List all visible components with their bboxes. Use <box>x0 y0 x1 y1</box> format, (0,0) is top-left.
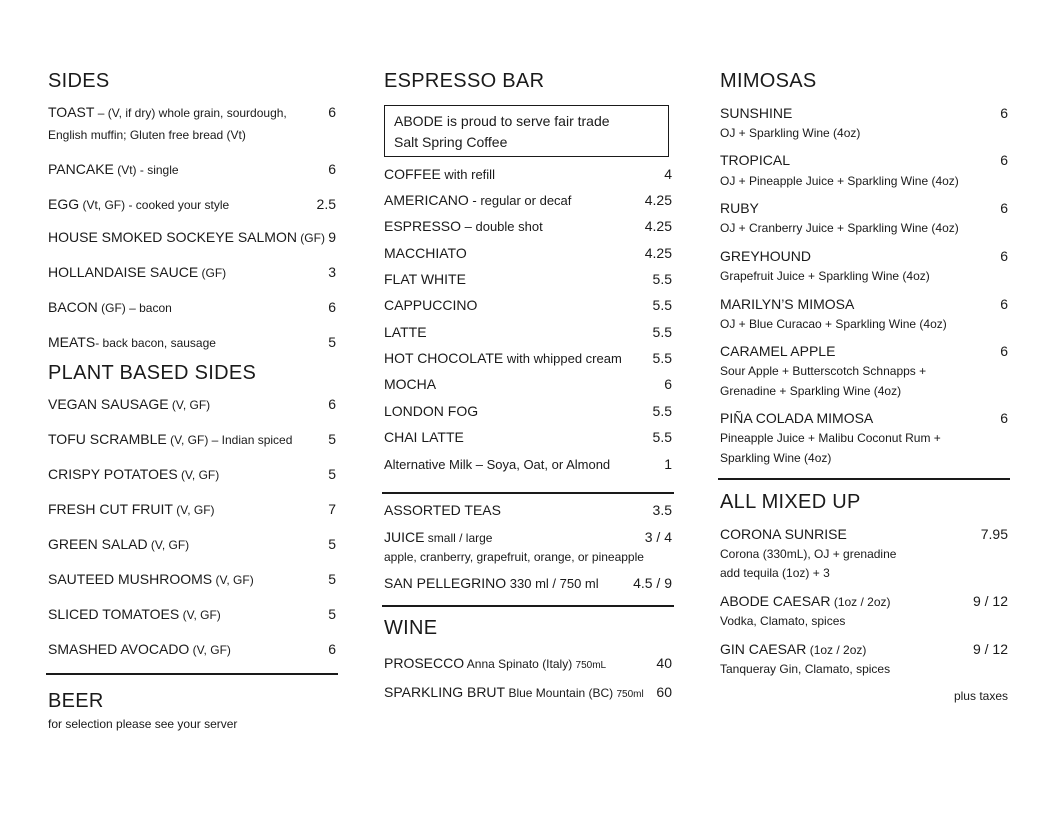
item-detail: (Vt, GF) - cooked your style <box>79 198 230 212</box>
item-name: SPARKLING BRUT <box>384 684 506 700</box>
item-detail: - back bacon, sausage <box>95 336 216 350</box>
item-name: Alternative Milk <box>384 457 473 472</box>
fair-trade-notice <box>384 105 669 157</box>
menu-item <box>384 529 674 547</box>
menu-item <box>48 229 338 247</box>
menu-item <box>384 218 674 236</box>
item-price: 40 <box>656 655 672 671</box>
item-name: TOAST <box>48 104 95 120</box>
item-name: TOFU SCRAMBLE <box>48 431 167 447</box>
mixed-heading: ALL MIXED UP <box>720 491 861 513</box>
item-name: VEGAN SAUSAGE <box>48 396 169 412</box>
item-name: CRISPY POTATOES <box>48 466 178 482</box>
plant-based-heading: PLANT BASED SIDES <box>48 362 257 384</box>
item-price: 9 / 12 <box>972 641 1008 657</box>
menu-item <box>384 271 674 289</box>
item-price: 2.5 <box>316 196 336 212</box>
item-subtext: OJ + Sparkling Wine (4oz) <box>720 126 861 140</box>
item-detail: (GF) <box>296 231 325 245</box>
menu-item <box>48 264 338 282</box>
item-name: MEATS <box>48 334 96 350</box>
item-price: 6 <box>1000 296 1008 312</box>
item-name: CORONA SUNRISE <box>720 526 847 542</box>
item-name: RUBY <box>720 200 759 216</box>
item-name: HOUSE SMOKED SOCKEYE SALMON <box>48 229 297 245</box>
menu-item <box>48 501 338 519</box>
item-detail: (V, GF) <box>177 468 220 482</box>
item-name: EGG <box>48 196 80 212</box>
item-name: PANCAKE <box>48 161 114 177</box>
divider <box>718 478 1010 480</box>
item-name: MARILYN’S MIMOSA <box>720 296 855 312</box>
menu-item <box>48 431 338 449</box>
divider <box>382 492 674 494</box>
item-price: 1 <box>664 456 672 472</box>
item-name: FRESH CUT FRUIT <box>48 501 173 517</box>
item-name: JUICE <box>384 529 425 545</box>
menu-item <box>48 641 338 659</box>
menu-item <box>48 104 338 122</box>
item-price: 5.5 <box>652 297 672 313</box>
menu-item <box>48 161 338 179</box>
menu-item <box>48 396 338 414</box>
item-price: 4.25 <box>644 218 672 234</box>
item-name: FLAT WHITE <box>384 271 466 287</box>
item-price: 3 / 4 <box>644 529 672 545</box>
item-detail: – Soya, Oat, or Almond <box>472 457 611 472</box>
item-price: 5 <box>328 431 336 447</box>
item-detail: (GF) – bacon <box>97 301 172 315</box>
item-detail: (V, GF) <box>147 538 190 552</box>
mimosas-heading: MIMOSAS <box>720 70 817 92</box>
item-price: 5.5 <box>652 429 672 445</box>
item-name: ESPRESSO <box>384 218 462 234</box>
menu-item <box>384 376 674 394</box>
item-detail-line: English muffin; Gluten free bread (Vt) <box>48 128 246 142</box>
item-subtext: Pineapple Juice + Malibu Coconut Rum + <box>720 431 941 445</box>
item-name: MACCHIATO <box>384 245 467 261</box>
item-detail: (Vt) - single <box>113 163 179 177</box>
item-price: 4 <box>664 166 672 182</box>
item-subtext: Sour Apple + Butterscotch Schnapps + <box>720 364 927 378</box>
item-subtext: add tequila (1oz) + 3 <box>720 566 830 580</box>
item-price: 5 <box>328 606 336 622</box>
item-price: 7 <box>328 501 336 517</box>
menu-item <box>48 466 338 484</box>
column-right <box>720 0 1010 816</box>
menu-item <box>384 166 674 184</box>
item-detail: (V, GF) <box>168 398 211 412</box>
item-detail: (1oz / 2oz) <box>830 595 891 609</box>
item-price: 3 <box>328 264 336 280</box>
item-price: 60 <box>656 684 672 700</box>
menu-item <box>384 684 674 702</box>
item-name: ABODE CAESAR <box>720 593 831 609</box>
item-price: 9 <box>328 229 336 245</box>
espresso-heading: ESPRESSO BAR <box>384 70 545 92</box>
notice-line: Salt Spring Coffee <box>394 134 508 150</box>
menu-item <box>48 196 338 214</box>
menu-item <box>384 350 674 368</box>
item-detail: (V, GF) <box>179 608 221 622</box>
item-detail: Blue Mountain (BC) <box>505 686 617 700</box>
menu-item <box>720 526 1010 544</box>
menu-item <box>384 192 674 210</box>
column-left <box>48 0 338 816</box>
menu-item <box>48 536 338 554</box>
beer-heading: BEER <box>48 690 104 712</box>
item-name: AMERICANO <box>384 192 469 208</box>
menu-item <box>384 655 674 673</box>
item-subtext: Corona (330mL), OJ + grenadine <box>720 547 897 561</box>
item-name: PIÑA COLADA MIMOSA <box>720 410 874 426</box>
menu-item <box>720 593 1010 611</box>
item-name: MOCHA <box>384 376 437 392</box>
item-price: 6 <box>1000 105 1008 121</box>
item-subtext: OJ + Cranberry Juice + Sparkling Wine (4oz) <box>720 221 959 235</box>
item-price: 4.25 <box>644 192 672 208</box>
menu-item <box>720 641 1010 659</box>
item-subtext: Vodka, Clamato, spices <box>720 614 846 628</box>
menu-item <box>384 297 674 315</box>
item-name: COFFEE <box>384 166 441 182</box>
item-name: HOLLANDAISE SAUCE <box>48 264 199 280</box>
item-price: 5 <box>328 571 336 587</box>
item-price: 9 / 12 <box>972 593 1008 609</box>
sides-heading: SIDES <box>48 70 110 92</box>
menu-item <box>48 334 338 352</box>
item-detail: – (V, if dry) whole grain, sourdough, <box>94 106 287 120</box>
item-price: 3.5 <box>652 502 672 518</box>
item-detail: (GF) <box>198 266 227 280</box>
item-name: ASSORTED TEAS <box>384 502 501 518</box>
wine-heading: WINE <box>384 617 438 639</box>
item-name: SMASHED AVOCADO <box>48 641 190 657</box>
item-subtext: Grapefruit Juice + Sparkling Wine (4oz) <box>720 269 930 283</box>
item-name: SAUTEED MUSHROOMS <box>48 571 213 587</box>
item-price: 5 <box>328 466 336 482</box>
menu-item <box>48 299 338 317</box>
item-price: 6 <box>328 104 336 120</box>
menu-item <box>384 429 674 447</box>
menu-item <box>384 575 674 593</box>
item-price: 6 <box>1000 152 1008 168</box>
item-name: BACON <box>48 299 98 315</box>
item-price: 5.5 <box>652 271 672 287</box>
item-name: LATTE <box>384 324 427 340</box>
item-price: 5.5 <box>652 403 672 419</box>
item-name: GIN CAESAR <box>720 641 807 657</box>
item-detail: (V, GF) – Indian spiced <box>166 433 293 447</box>
item-name: PROSECCO <box>384 655 465 671</box>
item-price: 6 <box>1000 200 1008 216</box>
item-detail: Anna Spinato (Italy) <box>464 657 576 671</box>
item-subtext: apple, cranberry, grapefruit, orange, or pineapple <box>384 550 644 564</box>
item-price: 7.95 <box>980 526 1008 542</box>
item-price: 6 <box>664 376 672 392</box>
item-name: GREYHOUND <box>720 248 812 264</box>
item-price: 4.25 <box>644 245 672 261</box>
item-size: 750ml <box>616 689 644 700</box>
menu-item <box>384 324 674 342</box>
item-price: 6 <box>328 396 336 412</box>
item-price: 5.5 <box>652 324 672 340</box>
menu-item <box>384 502 674 520</box>
item-price: 6 <box>328 299 336 315</box>
item-detail: - regular or decaf <box>468 193 572 208</box>
item-name: SAN PELLEGRINO <box>384 575 507 591</box>
item-subtext: Tanqueray Gin, Clamato, spices <box>720 662 891 676</box>
item-name: SUNSHINE <box>720 105 793 121</box>
item-name: CAPPUCCINO <box>384 297 478 313</box>
taxes-note: plus taxes <box>953 689 1008 703</box>
item-name: SLICED TOMATOES <box>48 606 180 622</box>
menu-item <box>48 606 338 624</box>
item-subtext: Grenadine + Sparkling Wine (4oz) <box>720 384 902 398</box>
item-subtext: OJ + Pineapple Juice + Sparkling Wine (4oz) <box>720 174 959 188</box>
item-name: CHAI LATTE <box>384 429 464 445</box>
column-middle <box>384 0 674 816</box>
item-price: 5 <box>328 334 336 350</box>
item-price: 6 <box>1000 248 1008 264</box>
item-price: 6 <box>1000 410 1008 426</box>
menu-item <box>48 571 338 589</box>
item-price: 4.5 / 9 <box>633 575 672 591</box>
item-detail: with whipped cream <box>503 351 622 366</box>
item-price: 5.5 <box>652 350 672 366</box>
item-name: GREEN SALAD <box>48 536 148 552</box>
item-name: HOT CHOCOLATE <box>384 350 504 366</box>
item-subtext: OJ + Blue Curacao + Sparkling Wine (4oz) <box>720 317 947 331</box>
item-detail: (V, GF) <box>189 643 231 657</box>
item-price: 6 <box>328 641 336 657</box>
item-name: TROPICAL <box>720 152 791 168</box>
divider <box>46 673 338 675</box>
notice-line: ABODE is proud to serve fair trade <box>394 113 610 129</box>
item-detail: 330 ml / 750 ml <box>506 576 599 591</box>
item-subtext: Sparkling Wine (4oz) <box>720 451 832 465</box>
item-price: 5 <box>328 536 336 552</box>
item-price: 6 <box>1000 343 1008 359</box>
item-detail: – double shot <box>461 219 543 234</box>
menu-item <box>384 456 674 474</box>
menu-item <box>384 403 674 421</box>
menu-item <box>384 245 674 263</box>
beer-note: for selection please see your server <box>48 717 238 731</box>
item-size: 750mL <box>575 660 607 671</box>
item-detail: (1oz / 2oz) <box>806 643 867 657</box>
item-name: LONDON FOG <box>384 403 479 419</box>
item-detail: with refill <box>440 167 495 182</box>
item-price: 6 <box>328 161 336 177</box>
item-detail: (V, GF) <box>212 573 254 587</box>
divider <box>382 605 674 607</box>
item-detail: small / large <box>424 531 493 545</box>
item-name: CARAMEL APPLE <box>720 343 836 359</box>
item-detail: (V, GF) <box>172 503 215 517</box>
